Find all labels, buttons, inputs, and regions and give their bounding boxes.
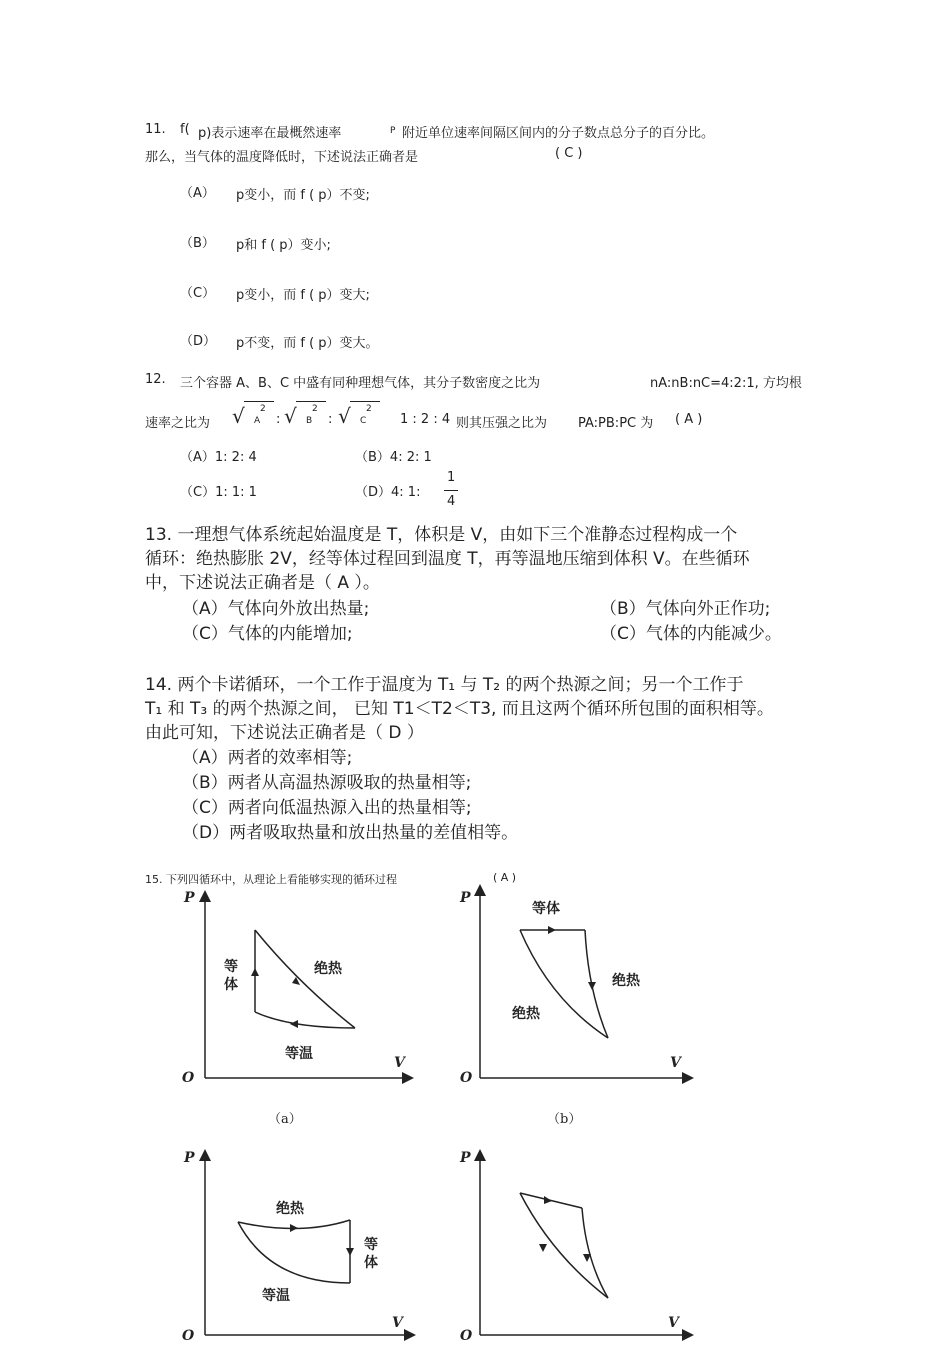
colon-1: : bbox=[276, 412, 281, 427]
fig-a-isot-label: 等温 bbox=[285, 1046, 313, 1062]
q13-opt-c: （C）气体的内能增加; bbox=[182, 624, 353, 644]
fig-b-isov-label: 等体 bbox=[532, 901, 560, 917]
q13-opt-b: （B）气体向外正作功; bbox=[600, 599, 771, 619]
sqrt-b-sup: √ 2 bbox=[312, 404, 318, 414]
fig-a-origin: O bbox=[182, 1070, 195, 1086]
fig-c-isotherm bbox=[238, 1222, 350, 1283]
fig-d-left bbox=[520, 1193, 608, 1298]
q14-opt-c: （C）两者向低温热源入出的热量相等; bbox=[182, 798, 472, 818]
q12-opt-a: （A）1: 2: 4 bbox=[180, 450, 257, 465]
fig-a-adiabat bbox=[255, 930, 355, 1028]
fig-b-v-label: V bbox=[670, 1055, 681, 1071]
fig-b-p-label: P bbox=[460, 890, 471, 906]
q12-pressure: PA:PB:PC 为 bbox=[578, 416, 654, 431]
sqrt-a-sup: √ 2 bbox=[260, 404, 266, 414]
fig-c-arrow-down bbox=[346, 1248, 354, 1256]
q12-num: 12. bbox=[145, 372, 166, 387]
q13-line3: 中，下述说法正确者是（ A ）。 bbox=[145, 573, 380, 593]
sqrt-a-sub: A bbox=[254, 416, 261, 426]
q12-line2-tail: 则其压强之比为 bbox=[456, 416, 548, 431]
fig-d-arrow-down-left bbox=[539, 1244, 547, 1252]
fig-b-caption: （b） bbox=[547, 1112, 582, 1127]
q11-answer: ( C ) bbox=[555, 146, 583, 161]
fig-c-isot-label: 等温 bbox=[262, 1288, 290, 1304]
q12-ratio: nA:nB:nC=4:2:1, 方均根 bbox=[650, 376, 802, 391]
q14-opt-b: （B）两者从高温热源吸取的热量相等; bbox=[182, 773, 472, 793]
fig-a-p-label: P bbox=[184, 890, 195, 906]
q11-f: f( bbox=[180, 122, 190, 137]
fig-b-origin: O bbox=[460, 1070, 473, 1086]
q11-num: 11. bbox=[145, 122, 166, 137]
q11-opt-b-text: p和 f ( p）变小; bbox=[236, 238, 331, 253]
sqrt-c-sup: √ 2 bbox=[366, 404, 372, 414]
fig-a-isotherm bbox=[255, 1012, 355, 1028]
fig-c-p-label: P bbox=[184, 1150, 195, 1166]
q12-ratio-124: 1 : 2 : 4 bbox=[400, 412, 451, 427]
fig-b-arrow-right bbox=[548, 926, 556, 934]
q12-opt-d: （D）4: 1: bbox=[355, 485, 421, 500]
q12-line1: 三个容器 A、B、C 中盛有同种理想气体，其分子数密度之比为 bbox=[180, 376, 541, 391]
fig-a-adiabat-label: 绝热 bbox=[314, 961, 342, 977]
fig-b-adiabat-1 bbox=[585, 930, 608, 1038]
q12-frac-num: 1 bbox=[447, 470, 456, 485]
fig-b-adiabat2-label: 绝热 bbox=[512, 1006, 540, 1022]
q11-opt-c-label: （C） bbox=[180, 286, 216, 301]
fig-d-arrow-down-right bbox=[583, 1254, 591, 1262]
q13-line2: 循环：绝热膨胀 2V，经等体过程回到温度 T，再等温地压缩到体积 V。在些循环 bbox=[145, 549, 750, 569]
fig-b-adiabat1-label: 绝热 bbox=[612, 973, 640, 989]
fig-d-p-label: P bbox=[460, 1150, 471, 1166]
q11-text-a: p)表示速率在最概然速率 bbox=[198, 126, 342, 141]
fig-c-v-label: V bbox=[392, 1315, 403, 1331]
q11-opt-d-label: （D） bbox=[180, 334, 217, 349]
fig-d-v-label: V bbox=[668, 1315, 679, 1331]
q15-line: 15. 下列四循环中，从理论上看能够实现的循环过程 bbox=[145, 873, 397, 886]
q14-line3: 由此可知，下述说法正确者是（ D ） bbox=[145, 723, 424, 743]
q12-frac-den: 4 bbox=[447, 494, 456, 509]
q11-line2: 那么，当气体的温度降低时，下述说法正确者是 bbox=[145, 150, 419, 165]
fig-c-arrow-right bbox=[290, 1224, 298, 1232]
q11-opt-d-text: p不变，而 f ( p）变大。 bbox=[236, 336, 379, 351]
q11-opt-b-label: （B） bbox=[180, 236, 215, 251]
fig-c-adiabat-label: 绝热 bbox=[276, 1201, 304, 1217]
q13-opt-d: （C）气体的内能减少。 bbox=[600, 624, 782, 644]
fig-d-right bbox=[582, 1208, 608, 1298]
sqrt-b-sub: B bbox=[306, 416, 313, 426]
fig-a-arrow-left bbox=[290, 1020, 298, 1028]
q13-line1: 13. 一理想气体系统起始温度是 T，体积是 V，由如下三个准静态过程构成一个 bbox=[145, 525, 738, 545]
q11-text-b: 附近单位速率间隔区间内的分子数点总分子的百分比。 bbox=[402, 126, 715, 141]
q13-opt-a: （A）气体向外放出热量; bbox=[182, 599, 370, 619]
fig-a-isov-label: 等体 bbox=[224, 959, 238, 993]
fig-d-origin: O bbox=[460, 1328, 473, 1344]
fig-b-arrow-down bbox=[588, 982, 596, 990]
fig-a-caption: （a） bbox=[268, 1112, 302, 1127]
fig-a-arrow-up bbox=[251, 968, 259, 976]
colon-2: : bbox=[328, 412, 333, 427]
q14-line1: 14. 两个卡诺循环，一个工作于温度为 T₁ 与 T₂ 的两个热源之间；另一个工作于 bbox=[145, 675, 744, 695]
fig-c-isov-label: 等体 bbox=[364, 1237, 378, 1271]
q15-answer: ( A ) bbox=[493, 871, 517, 884]
q14-opt-a: （A）两者的效率相等; bbox=[182, 748, 353, 768]
q11-opt-c-text: p变小，而 f ( p）变大; bbox=[236, 288, 370, 303]
q12-answer: ( A ) bbox=[675, 412, 703, 427]
q12-line2: 速率之比为 bbox=[145, 416, 211, 431]
q12-opt-c: （C）1: 1: 1 bbox=[180, 485, 257, 500]
fig-a-v-label: V bbox=[394, 1055, 405, 1071]
q12-opt-b: （B）4: 2: 1 bbox=[355, 450, 432, 465]
q14-line2: T₁ 和 T₃ 的两个热源之间， 已知 T1＜T2＜T3, 而且这两个循环所包围的面积相等。 bbox=[145, 699, 774, 719]
q11-p-sub: P bbox=[390, 126, 396, 136]
q14-opt-d: （D）两者吸取热量和放出热量的差值相等。 bbox=[182, 823, 519, 843]
fig-c-origin: O bbox=[182, 1328, 195, 1344]
q11-opt-a-label: （A） bbox=[180, 186, 215, 201]
q11-opt-a-text: p变小，而 f ( p）不变; bbox=[236, 188, 370, 203]
sqrt-c-sub: C bbox=[360, 416, 367, 426]
